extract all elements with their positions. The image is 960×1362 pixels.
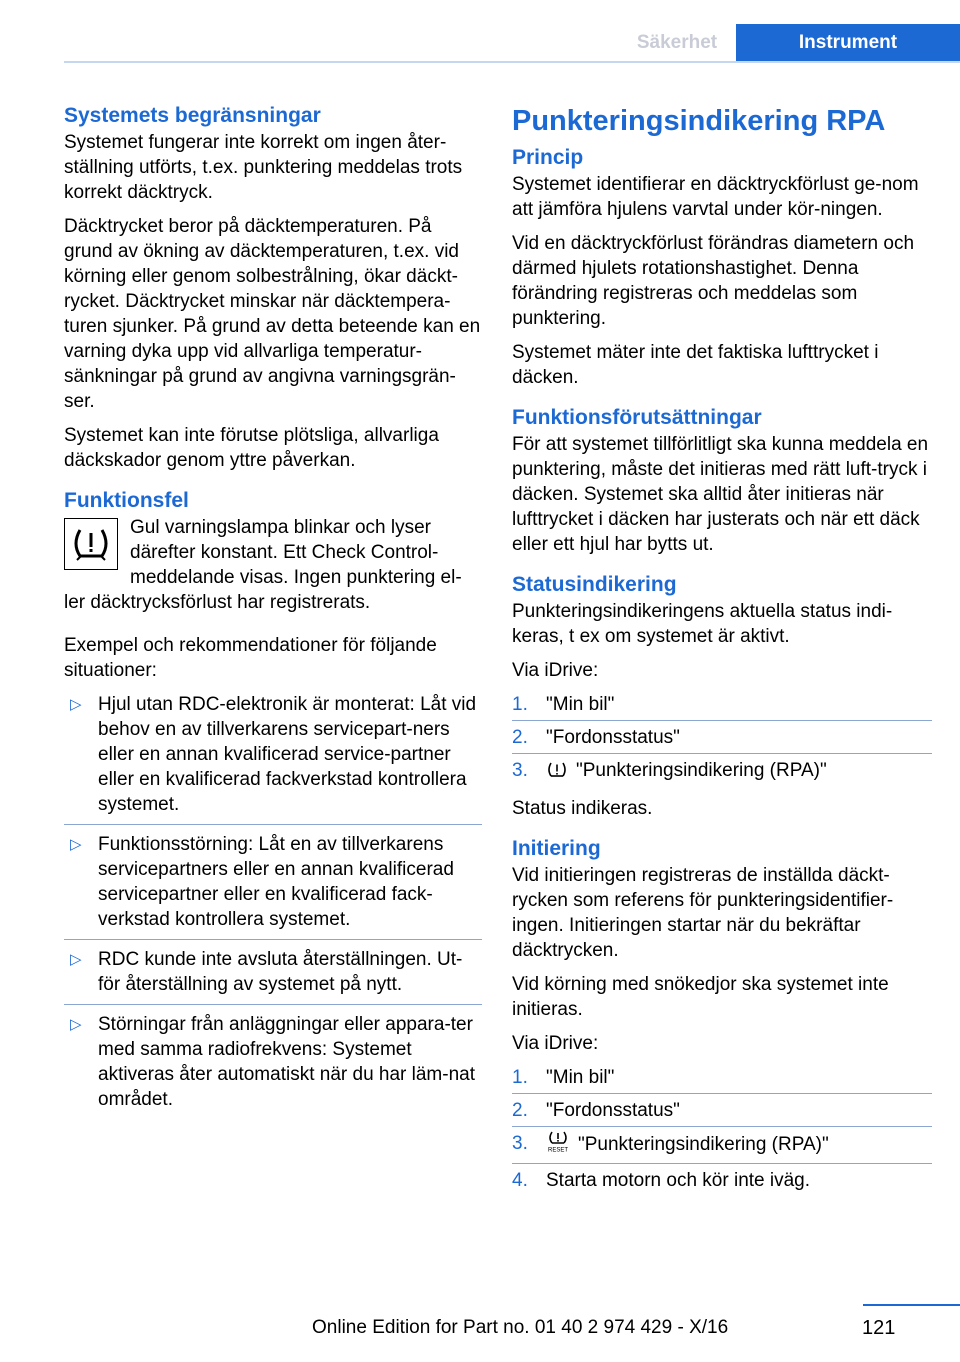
heading-status: Statusindikering bbox=[512, 573, 677, 596]
tire-pressure-warning-icon bbox=[64, 518, 118, 570]
heading-system-limits: Systemets begränsningar bbox=[64, 104, 321, 127]
init-steps-list bbox=[512, 1065, 932, 1196]
list-item: 1. "Min bil" bbox=[512, 692, 932, 721]
paragraph: Via iDrive: bbox=[512, 660, 599, 681]
paragraph: Systemet kan inte förutse plötsliga, allvarliga däckskador genom yttre påverkan. bbox=[64, 425, 439, 471]
left-column bbox=[64, 102, 482, 1126]
list-item: ▷ Funktionsstörning: Låt en av tillverkarens servicepartners eller en annan kvalificerad servicepartner eller en kvalificerad fack-verkstad kontrollera systemet. bbox=[64, 832, 482, 940]
footer-divider bbox=[863, 1304, 960, 1306]
tab-previous-section[interactable]: Säkerhet bbox=[618, 24, 736, 62]
paragraph: För att systemet tillförlitligt ska kunna meddela en punktering, måste det initieras med rätt luft-tryck i däcken. Systemet ska alltid åter initieras när lufttrycket i däcken har justerats och när ett däck eller ett hjul har bytts ut. bbox=[512, 434, 929, 555]
paragraph: Vid körning med snökedjor ska systemet inte initieras. bbox=[512, 974, 889, 1020]
page-title: Punkteringsindikering RPA bbox=[512, 105, 886, 137]
status-steps-list bbox=[512, 692, 932, 789]
paragraph: Systemet identifierar en däcktryckförlust ge-nom att jämföra hjulens varvtal under kör-ningen. bbox=[512, 174, 919, 220]
bullet-list bbox=[64, 692, 482, 1119]
page-number: 121 bbox=[862, 1317, 896, 1339]
paragraph: Systemet fungerar inte korrekt om ingen åter-ställning utförts, t.ex. punktering meddelas trots korrekt däcktryck. bbox=[64, 132, 463, 203]
triangle-bullet-icon: ▷ bbox=[70, 951, 82, 968]
list-item: 1. "Min bil" bbox=[512, 1065, 932, 1094]
list-item: ▷ Hjul utan RDC-elektronik är monterat: Låt vid behov en av tillverkarens servicepart-ners eller en annan kvalificerad service-partner eller en kvalificerad fackverkstad kontrollera systemet. bbox=[64, 692, 482, 825]
list-item: 4. Starta motorn och kör inte iväg. bbox=[512, 1170, 811, 1191]
triangle-bullet-icon: ▷ bbox=[70, 1016, 82, 1033]
list-item: 3. RESET "Punkteringsindikering (RPA)" bbox=[512, 1131, 932, 1164]
tire-reset-icon bbox=[546, 1131, 570, 1160]
warning-text: Gul varningslampa blinkar och lyser därefter konstant. Ett Check Control-meddelande visas. Ingen punktering el-ler däcktrycksförlust har registrerats. bbox=[64, 517, 462, 613]
right-column bbox=[512, 102, 932, 1203]
paragraph: Exempel och rekommendationer för följande situationer: bbox=[64, 635, 437, 681]
list-item: 2. "Fordonsstatus" bbox=[512, 1098, 932, 1127]
header-divider bbox=[64, 61, 960, 63]
heading-principle: Princip bbox=[512, 146, 584, 169]
list-item: 2. "Fordonsstatus" bbox=[512, 725, 932, 754]
paragraph: Vid en däcktryckförlust förändras diametern och därmed hjulets rotationshastighet. Denna förändring registreras och meddelas som punktering. bbox=[512, 233, 915, 329]
tire-warning-icon bbox=[546, 761, 568, 786]
paragraph: Däcktrycket beror på däcktemperaturen. På grund av ökning av däcktemperaturen, t.ex. vid körning eller genom solbestrålning, ökar däckt-rycket. Däcktrycket minskar när däcktempera-turen sjunker. På grund av detta beteende kan en varning dyka upp vid allvarliga temperatur-sänkningar på grund av angivna varningsgrän-ser. bbox=[64, 216, 481, 412]
list-item: 3. "Punkteringsindikering (RPA)" bbox=[512, 758, 932, 789]
warning-block bbox=[64, 515, 482, 615]
paragraph: Punkteringsindikeringens aktuella status indi-keras, t ex om systemet är aktivt. bbox=[512, 601, 893, 647]
tab-current-section[interactable]: Instrument bbox=[736, 24, 960, 62]
svg-text:RESET: RESET bbox=[547, 1147, 569, 1153]
triangle-bullet-icon: ▷ bbox=[70, 696, 82, 713]
heading-initialization: Initiering bbox=[512, 837, 601, 860]
list-item: ▷ RDC kunde inte avsluta återställningen. Ut-för återställning av systemet på nytt. bbox=[64, 947, 482, 1005]
footer-edition-text: Online Edition for Part no. 01 40 2 974 429 - X/16 bbox=[312, 1317, 729, 1338]
heading-malfunction: Funktionsfel bbox=[64, 489, 189, 512]
paragraph: Status indikeras. bbox=[512, 798, 653, 819]
heading-prerequisites: Funktionsförutsättningar bbox=[512, 406, 762, 429]
paragraph: Systemet mäter inte det faktiska lufttrycket i däcken. bbox=[512, 342, 879, 388]
paragraph: Via iDrive: bbox=[512, 1033, 599, 1054]
header-tabs bbox=[618, 24, 960, 62]
triangle-bullet-icon: ▷ bbox=[70, 836, 82, 853]
list-item: ▷ Störningar från anläggningar eller appara-ter med samma radiofrekvens: Systemet aktiveras åter automatiskt när du har läm-nat området. bbox=[64, 1012, 482, 1119]
paragraph: Vid initieringen registreras de inställda däckt-rycken som referens för punkteringsidentifier-ingen. Initieringen startar när du bekräftar däcktrycken. bbox=[512, 865, 894, 961]
